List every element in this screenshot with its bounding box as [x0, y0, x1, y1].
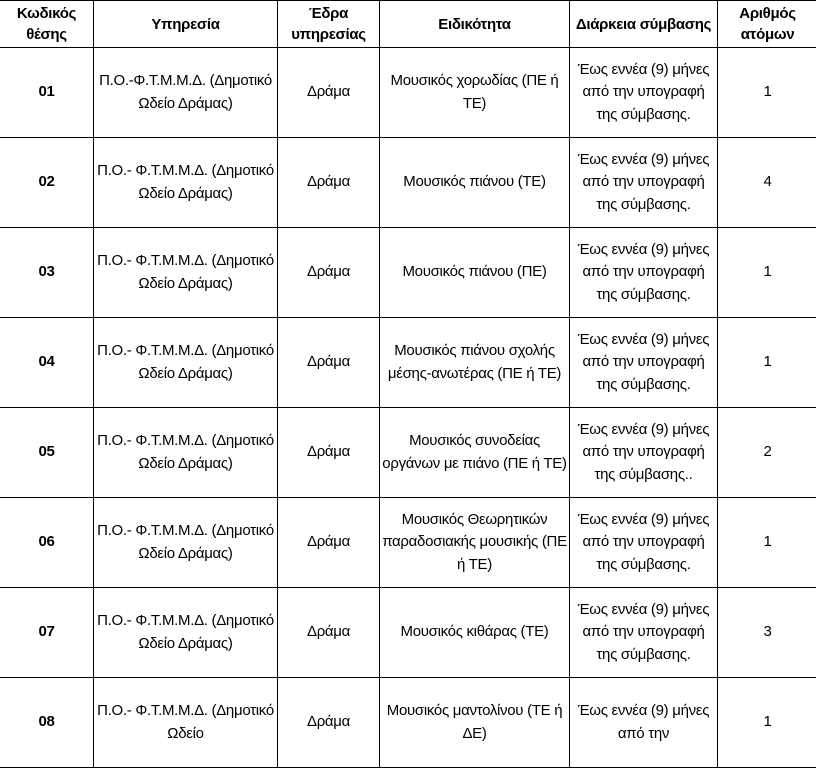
table-row: [0, 48, 816, 138]
cell-service: Π.Ο.- Φ.Τ.Μ.Μ.Δ. (Δημοτικό Ωδείο Δράμας): [94, 318, 278, 408]
table-row: [0, 408, 816, 498]
cell-seat: Δράμα: [278, 318, 380, 408]
cell-duration: Έως εννέα (9) μήνες από την υπογραφή της σύμβασης.: [570, 48, 718, 138]
cell-seat: Δράμα: [278, 408, 380, 498]
header-duration: Διάρκεια σύμβασης: [570, 1, 718, 48]
cell-code: 08: [0, 678, 94, 768]
cell-code: 03: [0, 228, 94, 318]
cell-specialty: Μουσικός πιάνου (ΤΕ): [380, 138, 570, 228]
cell-code: 06: [0, 498, 94, 588]
cell-seat: Δράμα: [278, 678, 380, 768]
cell-code: 05: [0, 408, 94, 498]
cell-duration: Έως εννέα (9) μήνες από την υπογραφή της σύμβασης..: [570, 408, 718, 498]
header-row: [0, 1, 816, 48]
header-service: Υπηρεσία: [94, 1, 278, 48]
cell-count: 4: [718, 138, 816, 228]
cell-code: 07: [0, 588, 94, 678]
cell-service: Π.Ο.-Φ.Τ.Μ.Μ.Δ. (Δημοτικό Ωδείο Δράμας): [94, 48, 278, 138]
header-specialty: Ειδικότητα: [380, 1, 570, 48]
table-row: [0, 228, 816, 318]
cell-service: Π.Ο.- Φ.Τ.Μ.Μ.Δ. (Δημοτικό Ωδείο Δράμας): [94, 228, 278, 318]
cell-specialty: Μουσικός συνοδείας οργάνων με πιάνο (ΠΕ ή ΤΕ): [380, 408, 570, 498]
cell-duration: Έως εννέα (9) μήνες από την υπογραφή της σύμβασης.: [570, 588, 718, 678]
cell-duration: Έως εννέα (9) μήνες από την υπογραφή της σύμβασης.: [570, 498, 718, 588]
cell-service: Π.Ο.- Φ.Τ.Μ.Μ.Δ. (Δημοτικό Ωδείο Δράμας): [94, 138, 278, 228]
cell-count: 3: [718, 588, 816, 678]
cell-service: Π.Ο.- Φ.Τ.Μ.Μ.Δ. (Δημοτικό Ωδείο Δράμας): [94, 498, 278, 588]
cell-count: 1: [718, 498, 816, 588]
cell-specialty: Μουσικός πιάνου σχολής μέσης-ανωτέρας (ΠΕ ή ΤΕ): [380, 318, 570, 408]
cell-specialty: Μουσικός Θεωρητικών παραδοσιακής μουσικής (ΠΕ ή ΤΕ): [380, 498, 570, 588]
table-row: [0, 318, 816, 408]
cell-service: Π.Ο.- Φ.Τ.Μ.Μ.Δ. (Δημοτικό Ωδείο: [94, 678, 278, 768]
cell-code: 04: [0, 318, 94, 408]
cell-count: 1: [718, 48, 816, 138]
table-row: [0, 588, 816, 678]
header-code: Κωδικός θέσης: [0, 1, 94, 48]
cell-service: Π.Ο.- Φ.Τ.Μ.Μ.Δ. (Δημοτικό Ωδείο Δράμας): [94, 588, 278, 678]
cell-seat: Δράμα: [278, 228, 380, 318]
cell-duration: Έως εννέα (9) μήνες από την υπογραφή της σύμβασης.: [570, 318, 718, 408]
header-count: Αριθμός ατόμων: [718, 1, 816, 48]
header-seat: Έδρα υπηρεσίας: [278, 1, 380, 48]
cell-specialty: Μουσικός κιθάρας (ΤΕ): [380, 588, 570, 678]
cell-seat: Δράμα: [278, 588, 380, 678]
table-row: [0, 138, 816, 228]
cell-count: 1: [718, 678, 816, 768]
cell-count: 2: [718, 408, 816, 498]
table-row: [0, 678, 816, 768]
cell-specialty: Μουσικός μαντολίνου (ΤΕ ή ΔΕ): [380, 678, 570, 768]
cell-seat: Δράμα: [278, 48, 380, 138]
cell-service: Π.Ο.- Φ.Τ.Μ.Μ.Δ. (Δημοτικό Ωδείο Δράμας): [94, 408, 278, 498]
cell-seat: Δράμα: [278, 498, 380, 588]
cell-code: 01: [0, 48, 94, 138]
cell-specialty: Μουσικός χορωδίας (ΠΕ ή ΤΕ): [380, 48, 570, 138]
cell-specialty: Μουσικός πιάνου (ΠΕ): [380, 228, 570, 318]
cell-duration: Έως εννέα (9) μήνες από την: [570, 678, 718, 768]
cell-duration: Έως εννέα (9) μήνες από την υπογραφή της σύμβασης.: [570, 138, 718, 228]
cell-code: 02: [0, 138, 94, 228]
table-row: [0, 498, 816, 588]
cell-seat: Δράμα: [278, 138, 380, 228]
cell-count: 1: [718, 228, 816, 318]
cell-duration: Έως εννέα (9) μήνες από την υπογραφή της σύμβασης.: [570, 228, 718, 318]
cell-count: 1: [718, 318, 816, 408]
